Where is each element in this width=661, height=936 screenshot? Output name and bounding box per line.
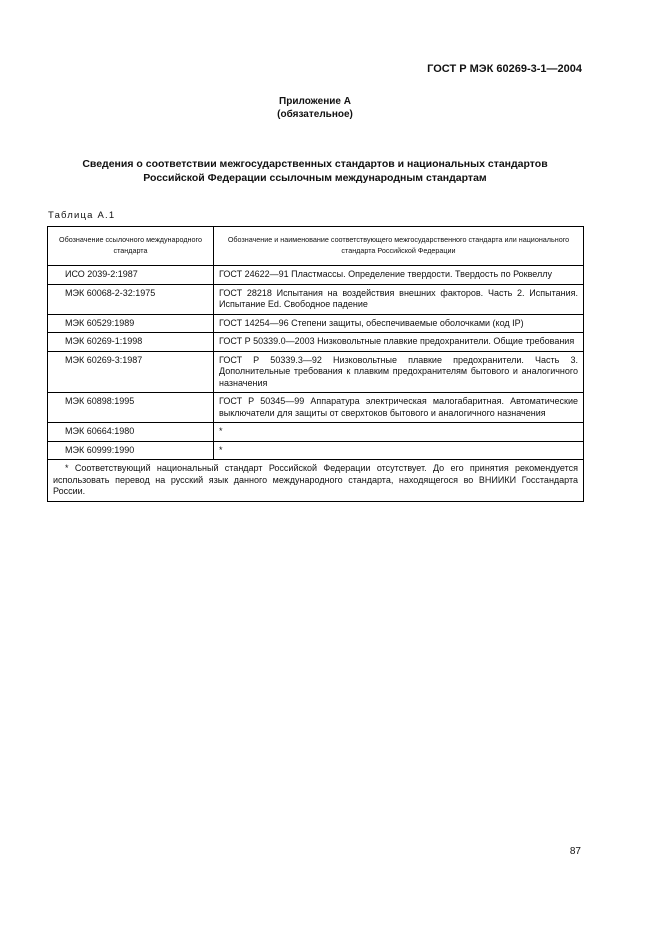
section-title-line-1: Сведения о соответствии межгосударственных стандартов и национальных стандартов bbox=[82, 158, 548, 170]
table-footnote-text: * Соответствующий национальный стандарт Российской Федерации отсутствует. До его принятия рекомендуется использовать перевод на русский язык данного международного стандарта, находящегося во ВНИИКИ Госстандарта России. bbox=[53, 463, 578, 496]
intl-standard-cell: МЭК 60269-3:1987 bbox=[48, 351, 214, 393]
section-title-line-2: Российской Федерации ссылочным международным стандартам bbox=[143, 172, 487, 184]
table-caption: Таблица А.1 bbox=[48, 210, 116, 221]
table-row bbox=[48, 423, 584, 442]
table-row bbox=[48, 441, 584, 460]
table-footnote-row bbox=[48, 460, 584, 502]
intl-standard-cell: МЭК 60898:1995 bbox=[48, 393, 214, 423]
header-international-standard: Обозначение ссылочного международного стандарта bbox=[48, 227, 214, 266]
national-standard-cell: ГОСТ Р 50339.3—92 Низковольтные плавкие предохранители. Часть 3. Дополнительные требования к плавким предохранителям бытового и аналогичного назначения bbox=[214, 351, 584, 393]
table-row bbox=[48, 351, 584, 393]
table-row bbox=[48, 284, 584, 314]
national-standard-cell: ГОСТ 28218 Испытания на воздействия внешних факторов. Часть 2. Испытания. Испытание Ed. Свободное падение bbox=[214, 284, 584, 314]
table-row bbox=[48, 314, 584, 333]
table-header-row bbox=[48, 227, 584, 266]
section-title bbox=[48, 157, 582, 185]
table-row bbox=[48, 393, 584, 423]
intl-standard-cell: ИСО 2039-2:1987 bbox=[48, 266, 214, 285]
intl-standard-cell: МЭК 60529:1989 bbox=[48, 314, 214, 333]
appendix-heading bbox=[180, 95, 450, 121]
page-number: 87 bbox=[569, 846, 581, 857]
document-code: ГОСТ Р МЭК 60269-3-1—2004 bbox=[427, 63, 582, 75]
national-standard-cell: * bbox=[214, 441, 584, 460]
national-standard-cell: ГОСТ Р 50345—99 Аппаратура электрическая малогабаритная. Автоматические выключатели для защиты от сверхтоков бытового и аналогичного назначения bbox=[214, 393, 584, 423]
table-row bbox=[48, 333, 584, 352]
national-standard-cell: ГОСТ 24622—91 Пластмассы. Определение твердости. Твердость по Роквеллу bbox=[214, 266, 584, 285]
intl-standard-cell: МЭК 60664:1980 bbox=[48, 423, 214, 442]
appendix-status: (обязательное) bbox=[277, 109, 353, 120]
national-standard-cell: * bbox=[214, 423, 584, 442]
national-standard-cell: ГОСТ Р 50339.0—2003 Низковольтные плавкие предохранители. Общие требования bbox=[214, 333, 584, 352]
intl-standard-cell: МЭК 60269-1:1998 bbox=[48, 333, 214, 352]
intl-standard-cell: МЭК 60068-2-32:1975 bbox=[48, 284, 214, 314]
appendix-title: Приложение А bbox=[279, 96, 351, 107]
intl-standard-cell: МЭК 60999:1990 bbox=[48, 441, 214, 460]
national-standard-cell: ГОСТ 14254—96 Степени защиты, обеспечиваемые оболочками (код IP) bbox=[214, 314, 584, 333]
header-national-standard: Обозначение и наименование соответствующего межгосударственного стандарта или национального стандарта Российской Федерации bbox=[214, 227, 584, 266]
table-footnote bbox=[48, 460, 584, 502]
table-row bbox=[48, 266, 584, 285]
standards-table bbox=[47, 226, 584, 502]
